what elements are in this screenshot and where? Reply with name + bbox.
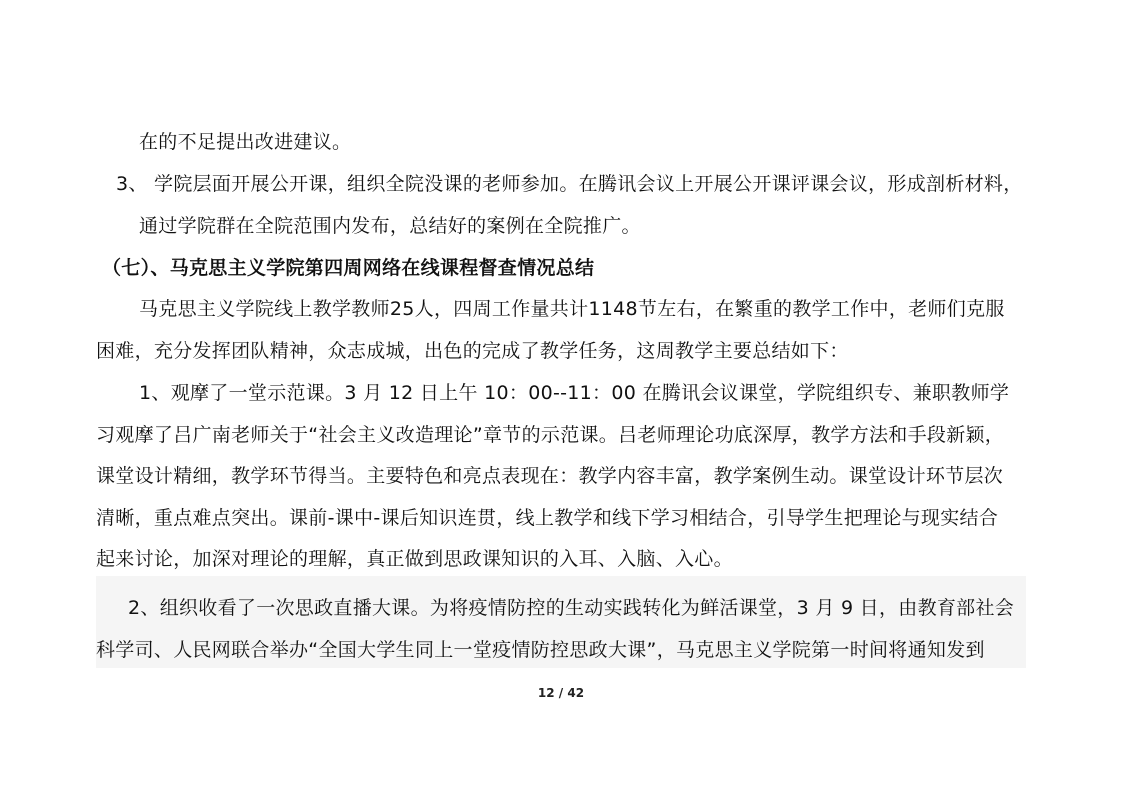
item-2-line-1: 2、组织收看了一次思政直播大课。为将疫情防控的生动实践转化为鲜活课堂，3 月 9 日，由教育部社会: [128, 597, 1015, 619]
page-number: 12 / 42: [537, 686, 585, 700]
item-1-line-2: 习观摩了吕广南老师关于“社会主义改造理论”章节的示范课。吕老师理论功底深厚，教学方法和手段新颖，: [96, 424, 1005, 446]
list-item-3-line-1: 3、 学院层面开展公开课，组织全院没课的老师参加。在腾讯会议上开展公开课评课会议，形成剖析材料，: [116, 173, 1023, 195]
item-1-line-1: 1、观摩了一堂示范课。3 月 12 日上午 10：00--11：00 在腾讯会议课堂，学院组织专、兼职教师学: [139, 382, 1010, 404]
list-item-3-line-2: 通过学院群在全院范围内发布，总结好的案例在全院推广。: [139, 215, 641, 237]
paragraph-line-1: 在的不足提出改进建议。: [139, 131, 352, 153]
item-1-line-5: 起来讨论，加深对理论的理解，真正做到思政课知识的入耳、入脑、入心。: [96, 548, 733, 570]
summary-paragraph-line-2: 困难，充分发挥团队精神，众志成城，出色的完成了教学任务，这周教学主要总结如下：: [96, 340, 849, 362]
summary-paragraph-line-1: 马克思主义学院线上教学教师25人，四周工作量共计1148节左右，在繁重的教学工作中，老师们克服: [139, 298, 1005, 320]
item-1-line-3: 课堂设计精细，教学环节得当。主要特色和亮点表现在：教学内容丰富，教学案例生动。课堂设计环节层次: [96, 465, 1004, 487]
section-heading: （七）、马克思主义学院第四周网络在线课程督查情况总结: [102, 257, 595, 279]
item-1-line-4: 清晰，重点难点突出。课前-课中-课后知识连贯，线上教学和线下学习相结合，引导学生把理论与现实结合: [96, 507, 999, 529]
item-2-line-2: 科学司、人民网联合举办“全国大学生同上一堂疫情防控思政大课”，马克思主义学院第一时间将通知发到: [96, 639, 985, 661]
